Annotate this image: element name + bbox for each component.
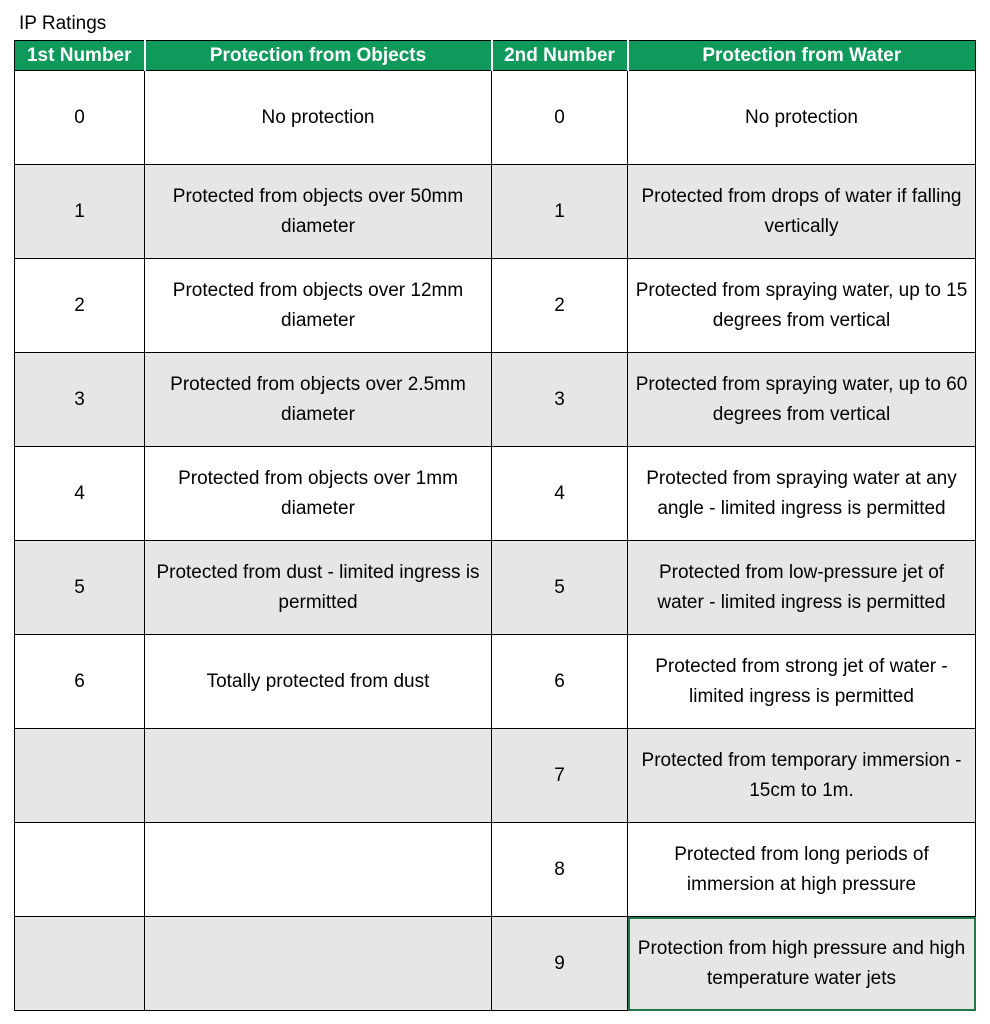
header-second-number[interactable]: 2nd Number	[492, 41, 628, 71]
table-row	[15, 165, 976, 259]
water-cell[interactable]: No protection	[628, 71, 976, 165]
first-number-cell[interactable]	[15, 729, 145, 823]
water-cell[interactable]: Protected from strong jet of water - limited ingress is permitted	[628, 635, 976, 729]
objects-cell[interactable]: Protected from objects over 50mm diameter	[145, 165, 492, 259]
header-protection-from-objects[interactable]: Protection from Objects	[145, 41, 492, 71]
first-number-cell[interactable]: 5	[15, 541, 145, 635]
first-number-cell[interactable]: 4	[15, 447, 145, 541]
objects-cell[interactable]	[145, 823, 492, 917]
first-number-cell[interactable]: 6	[15, 635, 145, 729]
objects-cell[interactable]: No protection	[145, 71, 492, 165]
table-row	[15, 447, 976, 541]
first-number-cell[interactable]: 2	[15, 259, 145, 353]
water-cell[interactable]: Protected from low-pressure jet of water - limited ingress is permitted	[628, 541, 976, 635]
second-number-cell[interactable]: 6	[492, 635, 628, 729]
header-first-number[interactable]: 1st Number	[15, 41, 145, 71]
objects-cell[interactable]: Totally protected from dust	[145, 635, 492, 729]
table-caption: IP Ratings	[19, 13, 107, 34]
header-protection-from-water[interactable]: Protection from Water	[628, 41, 976, 71]
table-row	[15, 823, 976, 917]
second-number-cell[interactable]: 1	[492, 165, 628, 259]
second-number-cell[interactable]: 2	[492, 259, 628, 353]
objects-cell[interactable]	[145, 729, 492, 823]
objects-cell[interactable]: Protected from objects over 1mm diameter	[145, 447, 492, 541]
first-number-cell[interactable]: 1	[15, 165, 145, 259]
water-cell[interactable]: Protected from spraying water at any angle - limited ingress is permitted	[628, 447, 976, 541]
table-row	[15, 917, 976, 1011]
second-number-cell[interactable]: 9	[492, 917, 628, 1011]
water-cell[interactable]: Protected from long periods of immersion at high pressure	[628, 823, 976, 917]
table-row	[15, 353, 976, 447]
water-cell[interactable]: Protected from spraying water, up to 60 degrees from vertical	[628, 353, 976, 447]
first-number-cell[interactable]: 3	[15, 353, 145, 447]
table-row	[15, 729, 976, 823]
header-row	[15, 41, 976, 71]
ip-ratings-table	[14, 40, 976, 1011]
water-cell[interactable]: Protected from temporary immersion - 15cm to 1m.	[628, 729, 976, 823]
second-number-cell[interactable]: 0	[492, 71, 628, 165]
water-cell[interactable]: Protected from drops of water if falling vertically	[628, 165, 976, 259]
water-cell[interactable]: Protected from spraying water, up to 15 degrees from vertical	[628, 259, 976, 353]
table-row	[15, 635, 976, 729]
objects-cell[interactable]: Protected from objects over 2.5mm diameter	[145, 353, 492, 447]
table-row	[15, 541, 976, 635]
objects-cell[interactable]: Protected from dust - limited ingress is permitted	[145, 541, 492, 635]
second-number-cell[interactable]: 5	[492, 541, 628, 635]
table-row	[15, 259, 976, 353]
second-number-cell[interactable]: 4	[492, 447, 628, 541]
objects-cell[interactable]: Protected from objects over 12mm diameter	[145, 259, 492, 353]
table-row	[15, 71, 976, 165]
objects-cell[interactable]	[145, 917, 492, 1011]
first-number-cell[interactable]: 0	[15, 71, 145, 165]
second-number-cell[interactable]: 7	[492, 729, 628, 823]
second-number-cell[interactable]: 8	[492, 823, 628, 917]
first-number-cell[interactable]	[15, 823, 145, 917]
second-number-cell[interactable]: 3	[492, 353, 628, 447]
first-number-cell[interactable]	[15, 917, 145, 1011]
water-cell-selected[interactable]: Protection from high pressure and high temperature water jets	[628, 917, 976, 1011]
